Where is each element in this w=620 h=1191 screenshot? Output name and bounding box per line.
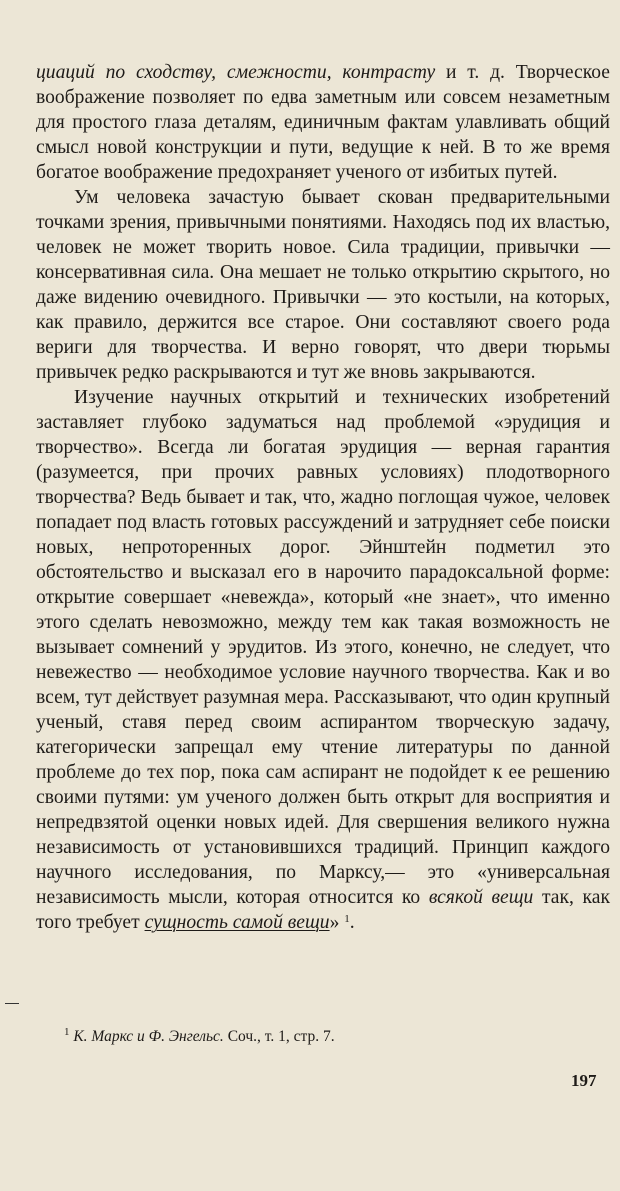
footnote-authors: К. Маркс и Ф. Энгельс.: [73, 1028, 224, 1045]
footnote: [64, 1027, 610, 1047]
italic-phrase: циаций по сходству, смежности, контрасту: [36, 62, 436, 83]
paragraph-3-text: .: [349, 912, 355, 933]
paragraph-1-text: и т. д. Творческое воображение позволяет по едва заметным или совсем незаметным для простого глаза деталям, единичным фактам улавливать общий смысл новой конструкции и пути, ведущие к ней. В то же время богатое воображение предохраняет ученого от избитых путей.: [36, 62, 610, 183]
paragraph-1: [36, 60, 610, 185]
page-number: 197: [571, 1071, 597, 1090]
paragraph-3-text: »: [329, 912, 345, 933]
footnote-source: Соч., т. 1, стр. 7.: [223, 1028, 335, 1045]
paragraph-2: Ум человека зачастую бывает скован предварительными точками зрения, привычными понятиями. Находясь под их властью, человек не может творить новое. Сила традиции, привычки — консервативная сила. Она мешает не только открытию скрытого, но даже видению очевидного. Привычки — это костыли, на которых, как правило, держится все старое. Они составляют своего рода вериги для творчества. И верно говорят, что двери тюрьмы привычек редко раскрываются и тут же вновь закрываются.: [36, 187, 610, 383]
paragraph-3: [36, 385, 610, 935]
italic-phrase: всякой вещи: [428, 887, 534, 908]
body-text: [36, 60, 610, 935]
paragraph-3-text: Изучение научных открытий и технических изобретений заставляет глубоко задуматься над проблемой «эрудиция и творчество». Всегда ли богатая эрудиция — верная гарантия (разумеется, при прочих равных условиях) плодотворного творчества? Ведь бывает и так, что, жадно поглощая чужое, человек попадает под власть готовых рассуждений и затрудняет себе поиски новых, непроторенных дорог. Эйнштейн подметил это обстоятельство и высказал его в нарочито парадоксальной форме: открытие совершает «невежда», который «не знает», что именно этого сделать невозможно, между тем как такая возможность не вызывает сомнений у эрудитов. Из этого, конечно, не следует, что невежество — необходимое условие научного творчества. Как и во всем, тут действует разумная мера. Рассказывают, что один крупный ученый, ставя перед своим аспирантом творческую задачу, категорически запрещал ему чтение литературы по данной проблеме до тех пор, пока сам аспирант не подойдет к ее решению своими путями: ум ученого должен быть открыт для восприятия и непредвзятой оценки новых идей. Для свершения великого нужна независимость от установившихся традиций. Принцип каждого научного исследования, по Марксу,— это «универсальная независимость мысли, которая относится ко: [36, 387, 610, 908]
footnote-marker: 1: [64, 1026, 70, 1038]
underlined-italic-phrase: сущность самой вещи: [144, 912, 330, 933]
paragraph-3-text: так, как того требует: [36, 887, 610, 933]
footnote-reference: 1: [344, 913, 350, 925]
pencil-margin-mark: [5, 1003, 19, 1004]
